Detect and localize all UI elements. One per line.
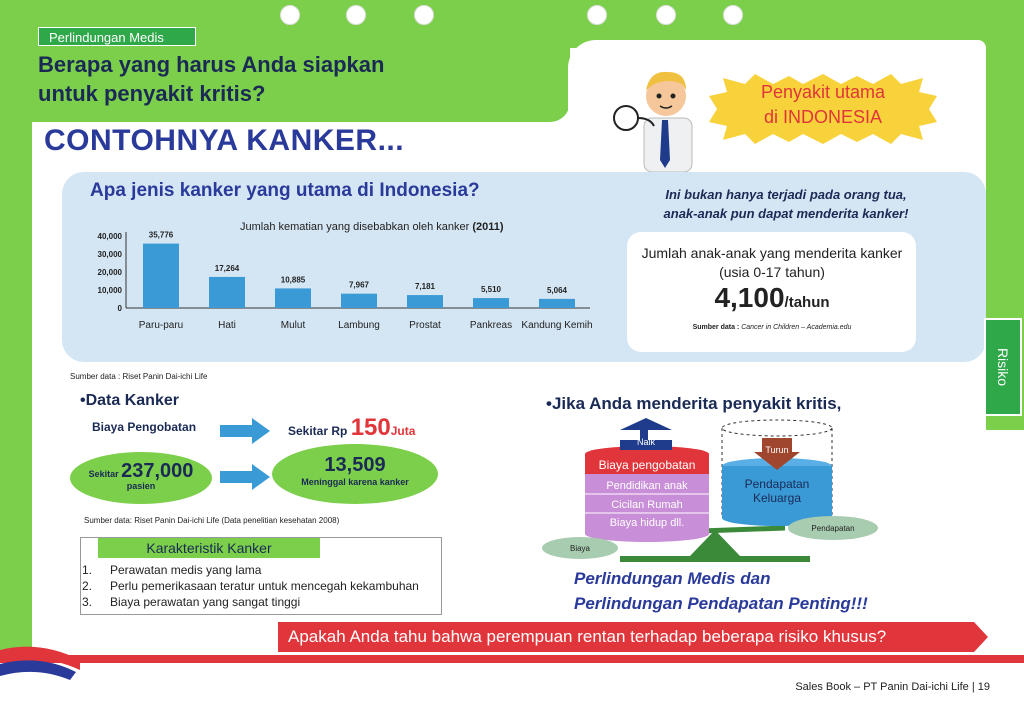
bar — [473, 298, 509, 308]
kids-source-ref: Cancer in Children – Academia.edu — [741, 324, 852, 331]
page-footer: Sales Book – PT Panin Dai-ichi Life | 19 — [795, 681, 990, 693]
biaya-tag-label: Biaya — [569, 544, 591, 553]
question-line: untuk penyakit kritis? — [38, 81, 266, 106]
list-item — [82, 594, 419, 610]
doctor-illustration — [610, 60, 710, 172]
section-tag: Perlindungan Medis — [38, 27, 196, 46]
bar-value-label: 5,064 — [546, 285, 568, 295]
binder-hole — [280, 5, 300, 25]
pendapatan-tag-label: Pendapatan — [811, 524, 855, 533]
bar — [341, 294, 377, 308]
stack-label: Biaya pengobatan — [598, 458, 696, 472]
patients-line — [70, 460, 212, 483]
callout-line: di INDONESIA — [763, 107, 883, 127]
slogan-line: Perlindungan Medis dan — [574, 569, 771, 588]
turun-label: Turun — [765, 445, 789, 455]
binder-hole — [723, 5, 743, 25]
critical-illness-heading: •Jika Anda menderita penyakit kritis, — [546, 394, 842, 413]
arrow-right-icon — [220, 418, 270, 444]
bar — [143, 244, 179, 308]
bar — [275, 288, 311, 308]
source-note-2: Sumber data: Riset Panin Dai-ichi Life (Data penelitian kesehatan 2008) — [84, 516, 340, 525]
stack-label: Pendidikan anak — [606, 480, 688, 492]
list-item-text: Perawatan medis yang lama — [110, 563, 262, 577]
income-label: Pendapatan — [744, 477, 810, 491]
tab-risiko[interactable] — [984, 318, 1022, 416]
kids-source-prefix: Sumber data : — [692, 324, 742, 331]
bar — [407, 295, 443, 308]
patients-count: 237,000 — [121, 460, 194, 482]
kids-note-line: anak-anak pun dapat menderita kanker! — [663, 206, 909, 221]
callout-text — [707, 80, 939, 130]
cost-amount: 150 — [350, 414, 391, 441]
chart-question: Apa jenis kanker yang utama di Indonesia? — [90, 180, 480, 201]
x-tick-label: Pankreas — [469, 320, 513, 331]
bar-value-label: 7,967 — [348, 280, 370, 290]
y-tick-label: 30,000 — [97, 250, 122, 259]
page-title: CONTOHNYA KANKER... — [44, 124, 405, 157]
chart-subtitle-text: Jumlah kematian yang disebabkan oleh kanker — [240, 221, 470, 233]
callout-line: Penyakit utama — [760, 82, 886, 102]
patients-ellipse — [70, 452, 212, 504]
binder-hole — [414, 5, 434, 25]
characteristics-title: Karakteristik Kanker — [98, 538, 320, 558]
binder-hole — [346, 5, 366, 25]
y-tick-label: 20,000 — [97, 268, 122, 277]
deaths-ellipse — [272, 444, 438, 504]
kids-label-line: (usia 0-17 tahun) — [719, 264, 825, 280]
deaths-count: 13,509 — [324, 454, 386, 476]
binder-hole — [587, 5, 607, 25]
arrow-right-icon — [220, 464, 270, 490]
list-item-text: Biaya perawatan yang sangat tinggi — [110, 595, 301, 609]
cylinder-outline — [722, 420, 832, 436]
question-line: Berapa yang harus Anda siapkan — [38, 52, 385, 77]
patients-label: pasien — [126, 481, 156, 491]
cancer-bar-chart — [80, 222, 600, 342]
source-note: Sumber data : Riset Panin Dai-ichi Life — [70, 372, 208, 381]
kids-label — [632, 244, 912, 282]
kids-unit: /tahun — [784, 294, 830, 311]
list-item-number: 3. — [82, 595, 93, 609]
deaths-label: Meninggal karena kanker — [301, 477, 409, 487]
bar-value-label: 7,181 — [414, 282, 436, 292]
swoosh-decoration — [0, 640, 80, 700]
footer-stripe — [0, 655, 1024, 663]
data-kanker-heading: •Data Kanker — [80, 392, 179, 409]
bar — [209, 277, 245, 308]
naik-arrow-head-icon — [620, 418, 672, 430]
question-banner: Apakah Anda tahu bahwa perempuan rentan terhadap beberapa risiko khusus? — [288, 627, 887, 646]
characteristics-list — [82, 562, 419, 610]
income-label: Keluarga — [752, 491, 802, 505]
list-item — [82, 562, 419, 578]
y-tick-label: 40,000 — [97, 232, 122, 241]
x-tick-label: Kandung Kemih — [521, 320, 593, 331]
slogan — [574, 566, 868, 616]
cost-unit: Juta — [390, 424, 416, 438]
stack-label: Cicilan Rumah — [611, 499, 683, 511]
kids-value — [632, 282, 912, 314]
slogan-line: Perlindungan Pendapatan Penting!!! — [574, 594, 868, 613]
x-tick-label: Hati — [218, 320, 236, 331]
bar-value-label: 5,510 — [480, 285, 502, 295]
bar-value-label: 35,776 — [148, 230, 174, 240]
patients-prefix: Sekitar — [88, 469, 122, 479]
list-item — [82, 578, 419, 594]
x-tick-label: Prostat — [409, 320, 441, 331]
naik-label: Naik — [636, 437, 656, 447]
y-tick-label: 10,000 — [97, 286, 122, 295]
page-question — [38, 50, 458, 108]
bar — [539, 299, 575, 308]
chart-subtitle-year: (2011) — [472, 221, 504, 233]
kids-count: 4,100 — [714, 282, 785, 313]
treatment-cost — [288, 414, 415, 442]
cost-prefix: Sekitar Rp — [288, 424, 351, 438]
bar-value-label: 17,264 — [214, 263, 240, 273]
tab-label: Risiko — [995, 347, 1011, 387]
kids-source — [632, 324, 912, 331]
x-tick-label: Paru-paru — [138, 320, 184, 331]
x-tick-label: Mulut — [280, 320, 306, 331]
list-item-number: 1. — [82, 563, 93, 577]
scale-base — [620, 556, 810, 562]
y-tick-label: 0 — [117, 304, 122, 313]
binder-hole — [656, 5, 676, 25]
list-item-number: 2. — [82, 579, 93, 593]
biaya-label: Biaya Pengobatan — [92, 420, 197, 434]
balance-scale-illustration — [540, 418, 890, 578]
x-tick-label: Lambung — [338, 320, 380, 331]
kids-label-line: Jumlah anak-anak yang menderita kanker — [641, 245, 903, 261]
bar-value-label: 10,885 — [280, 275, 306, 285]
kids-note-line: Ini bukan hanya terjadi pada orang tua, — [665, 187, 907, 202]
stack-label: Biaya hidup dll. — [609, 517, 685, 529]
list-item-text: Perlu pemerikasaan teratur untuk mencegah kekambuhan — [110, 579, 419, 593]
kids-note — [636, 185, 936, 223]
